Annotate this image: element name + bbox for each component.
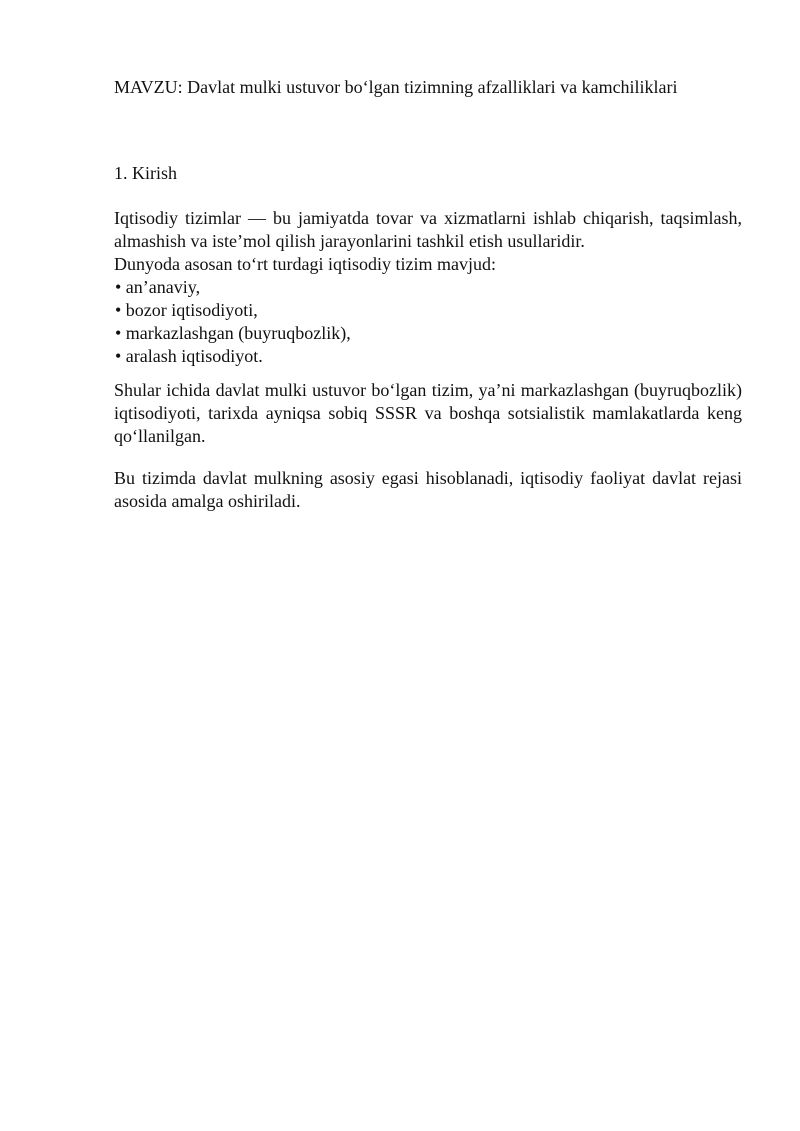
intro-paragraph: Iqtisodiy tizimlar — bu jamiyatda tovar va xizmatlarni ishlab chiqarish, taqsimlash, almashish va iste’mol qilish jarayonlarini tashkil etish usullaridir.: [114, 208, 742, 251]
list-item: • aralash iqtisodiyot.: [115, 346, 263, 366]
list-item: • an’anaviy,: [115, 277, 201, 297]
paragraph-block: [114, 379, 742, 448]
economic-systems-list: [114, 276, 742, 368]
paragraph-block: [114, 467, 742, 513]
section-heading: 1. Kirish: [114, 163, 177, 183]
intro-block: [114, 207, 742, 368]
paragraph-shular: Shular ichida davlat mulki ustuvor bo‘lgan tizim, ya’ni markazlashgan (buyruqbozlik) iqtisodiyoti, tarixda ayniqsa sobiq SSSR va boshqa sotsialistik mamlakatlarda keng qo‘llanilgan.: [114, 380, 742, 446]
list-lead: Dunyoda asosan to‘rt turdagi iqtisodiy tizim mavjud:: [114, 254, 496, 274]
document-title: MAVZU: Davlat mulki ustuvor bo‘lgan tizimning afzalliklari va kamchiliklari: [114, 77, 678, 97]
list-item: • bozor iqtisodiyoti,: [115, 300, 258, 320]
list-item: • markazlashgan (buyruqbozlik),: [115, 323, 351, 343]
paragraph-bu: Bu tizimda davlat mulkning asosiy egasi hisoblanadi, iqtisodiy faoliyat davlat rejasi asosida amalga oshiriladi.: [114, 468, 742, 511]
